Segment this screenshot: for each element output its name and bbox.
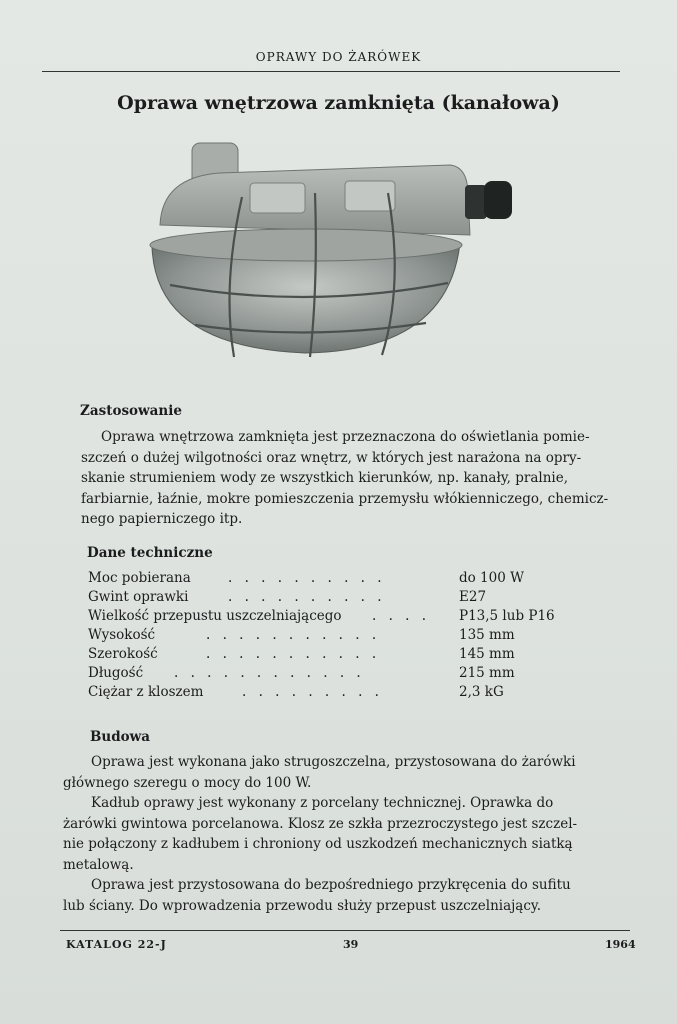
text-line: Oprawa jest wykonana jako strugoszczelna, przystosowana do żarówki xyxy=(91,754,576,770)
text-line: farbiarnie, łaźnie, mokre pomieszczenia przemysłu włókienniczego, chemicz- xyxy=(81,490,609,507)
text-line: lub ściany. Do wprowadzenia przewodu służy przepust uszczelniający. xyxy=(63,897,542,914)
spec-row xyxy=(88,664,588,683)
section-heading-zastosowanie: Zastosowanie xyxy=(80,403,182,419)
running-head: OPRAWY DO ŻARÓWEK xyxy=(255,50,422,64)
spec-label: Wielkość przepustu uszczelniającego xyxy=(88,608,342,624)
leader-dots: . . . . xyxy=(372,608,431,624)
spec-row xyxy=(88,588,588,607)
text-line: szczeń o dużej wilgotności oraz wnętrz, w których jest narażona na opry- xyxy=(81,449,582,466)
footer-catalog: KATALOG 22-J xyxy=(66,938,167,951)
text-line: głównego szeregu o mocy do 100 W. xyxy=(63,774,312,791)
footer-rule xyxy=(60,930,630,931)
spec-value: P13,5 lub P16 xyxy=(459,608,555,624)
section-heading-budowa: Budowa xyxy=(90,729,151,745)
zastosowanie-paragraph xyxy=(81,427,625,530)
spec-label: Wysokość xyxy=(88,627,156,643)
spec-table xyxy=(88,569,588,702)
leader-dots: . . . . . . . . . xyxy=(242,684,383,700)
lamp-photo xyxy=(130,135,530,370)
spec-row xyxy=(88,683,588,702)
text-line: Oprawa jest przystosowana do bezpośredniego przykręcenia do sufitu xyxy=(91,877,571,893)
page-title: Oprawa wnętrzowa zamknięta (kanałowa) xyxy=(117,92,560,114)
spec-label: Moc pobierana xyxy=(88,570,191,586)
spec-value: do 100 W xyxy=(459,570,524,586)
spec-label: Długość xyxy=(88,665,144,681)
header-rule xyxy=(42,71,620,72)
leader-dots: . . . . . . . . . . xyxy=(228,589,386,605)
spec-row xyxy=(88,569,588,588)
leader-dots: . . . . . . . . . . . . xyxy=(174,665,365,681)
spec-row xyxy=(88,626,588,645)
spec-value: 145 mm xyxy=(459,646,515,662)
spec-value: E27 xyxy=(459,589,487,605)
section-heading-dane: Dane techniczne xyxy=(87,545,213,561)
text-line: nego papierniczego itp. xyxy=(81,511,243,527)
leader-dots: . . . . . . . . . . . xyxy=(206,646,381,662)
text-line: Kadłub oprawy jest wykonany z porcelany technicznej. Oprawka do xyxy=(91,795,554,811)
leader-dots: . . . . . . . . . . . xyxy=(206,627,381,643)
leader-dots: . . . . . . . . . . xyxy=(228,570,386,586)
text-line: skanie strumieniem wody ze wszystkich kierunków, np. kanały, pralnie, xyxy=(81,470,569,486)
footer-page-number: 39 xyxy=(343,938,359,951)
spec-value: 2,3 kG xyxy=(459,684,504,700)
spec-value: 215 mm xyxy=(459,665,515,681)
spec-value: 135 mm xyxy=(459,627,515,643)
text-line: metalową. xyxy=(63,856,134,873)
footer-year: 1964 xyxy=(605,938,636,951)
spec-label: Szerokość xyxy=(88,646,158,662)
budowa-paragraphs xyxy=(63,752,631,916)
spec-row xyxy=(88,645,588,664)
text-line: żarówki gwintowa porcelanowa. Klosz ze szkła przezroczystego jest szczel- xyxy=(63,815,578,832)
spec-label: Ciężar z kloszem xyxy=(88,684,204,700)
spec-row xyxy=(88,607,588,626)
text-line: Oprawa wnętrzowa zamknięta jest przeznaczona do oświetlania pomie- xyxy=(101,429,590,445)
spec-label: Gwint oprawki xyxy=(88,589,189,605)
text-line: nie połączony z kadłubem i chroniony od uszkodzeń mechanicznych siatką xyxy=(63,836,573,852)
